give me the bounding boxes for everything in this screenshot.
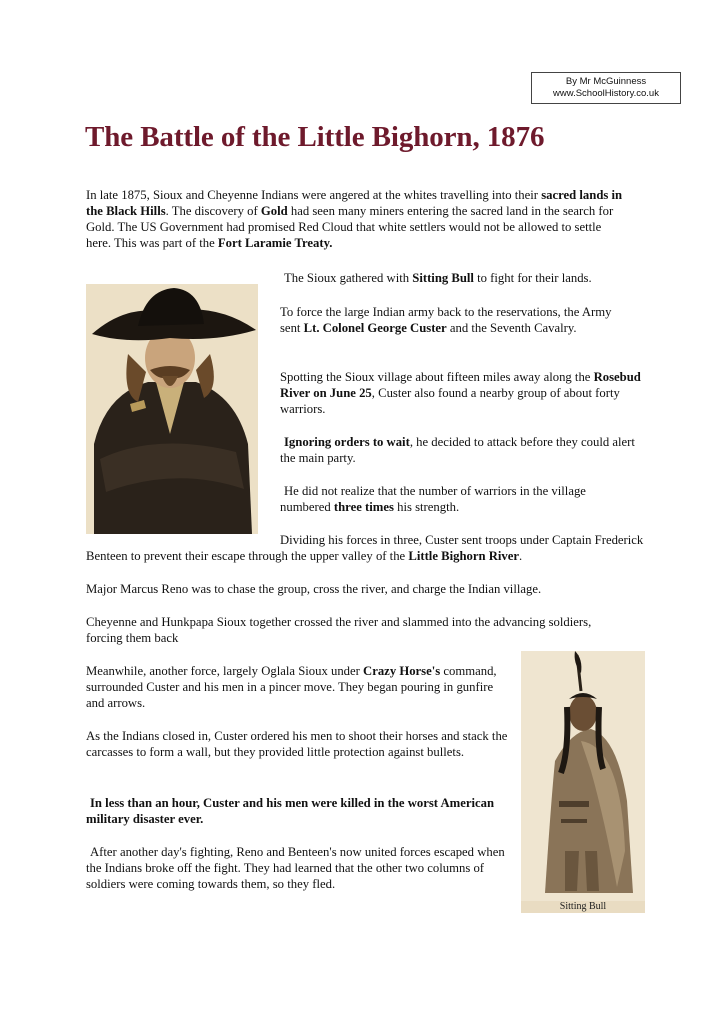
paragraph-realize: He did not realize that the number of warriors in the village numbered three times his strength. bbox=[280, 484, 586, 514]
custer-portrait-image bbox=[86, 284, 258, 534]
paragraph-reno: Major Marcus Reno was to chase the group, cross the river, and charge the Indian village. bbox=[86, 582, 542, 596]
intro-paragraph: In late 1875, Sioux and Cheyenne Indians were angered at the whites travelling into their sacred lands in the Black Hills. The discovery of Gold had seen many miners entering the sacred land in the search for Gold. The US Government had promised Red Cloud that white settlers would not be allowed to settle here. This was part of the Fort Laramie Treaty. bbox=[86, 188, 623, 250]
paragraph-closed-in: As the Indians closed in, Custer ordered his men to shoot their horses and stack the carcasses to form a wall, but they provided little protection against bullets. bbox=[86, 729, 508, 759]
paragraph-cheyenne: Cheyenne and Hunkpapa Sioux together crossed the river and slammed into the advancing soldiers, forcing them back bbox=[86, 615, 592, 645]
paragraph-after: After another day's fighting, Reno and Benteen's now united forces escaped when the Indians broke off the fight. They had learned that the other two columns of soldiers were coming towards them, so they fled. bbox=[86, 845, 505, 891]
sitting-bull-caption: Sitting Bull bbox=[559, 901, 607, 912]
page-title: The Battle of the Little Bighorn, 1876 bbox=[85, 121, 545, 153]
paragraph-meanwhile: Meanwhile, another force, largely Oglala Sioux under Crazy Horse's command, surrounded Custer and his men in a pincer move. They began pouring in gunfire and arrows. bbox=[86, 664, 497, 710]
paragraph-ignoring: Ignoring orders to wait, he decided to attack before they could alert the main party. bbox=[280, 435, 635, 465]
sitting-bull-image bbox=[521, 651, 645, 913]
paragraph-spotting: Spotting the Sioux village about fifteen miles away along the Rosebud River on June 25, Custer also found a nearby group of about forty warriors. bbox=[280, 370, 641, 416]
author-credit-box bbox=[531, 72, 681, 104]
paragraph-force: To force the large Indian army back to the reservations, the Army sent Lt. Colonel George Custer and the Seventh Cavalry. bbox=[280, 305, 612, 335]
website-url: www.SchoolHistory.co.uk bbox=[553, 88, 659, 99]
author-name: By Mr McGuinness bbox=[565, 76, 647, 87]
paragraph-dividing: Dividing his forces in three, Custer sent troops under Captain Frederick Benteen to prevent their escape through the upper valley of the Little Bighorn River. bbox=[86, 533, 644, 563]
paragraph-gathered: The Sioux gathered with Sitting Bull to fight for their lands. bbox=[284, 271, 592, 285]
paragraph-one-hour: In less than an hour, Custer and his men were killed in the worst American military disaster ever. bbox=[86, 796, 495, 826]
